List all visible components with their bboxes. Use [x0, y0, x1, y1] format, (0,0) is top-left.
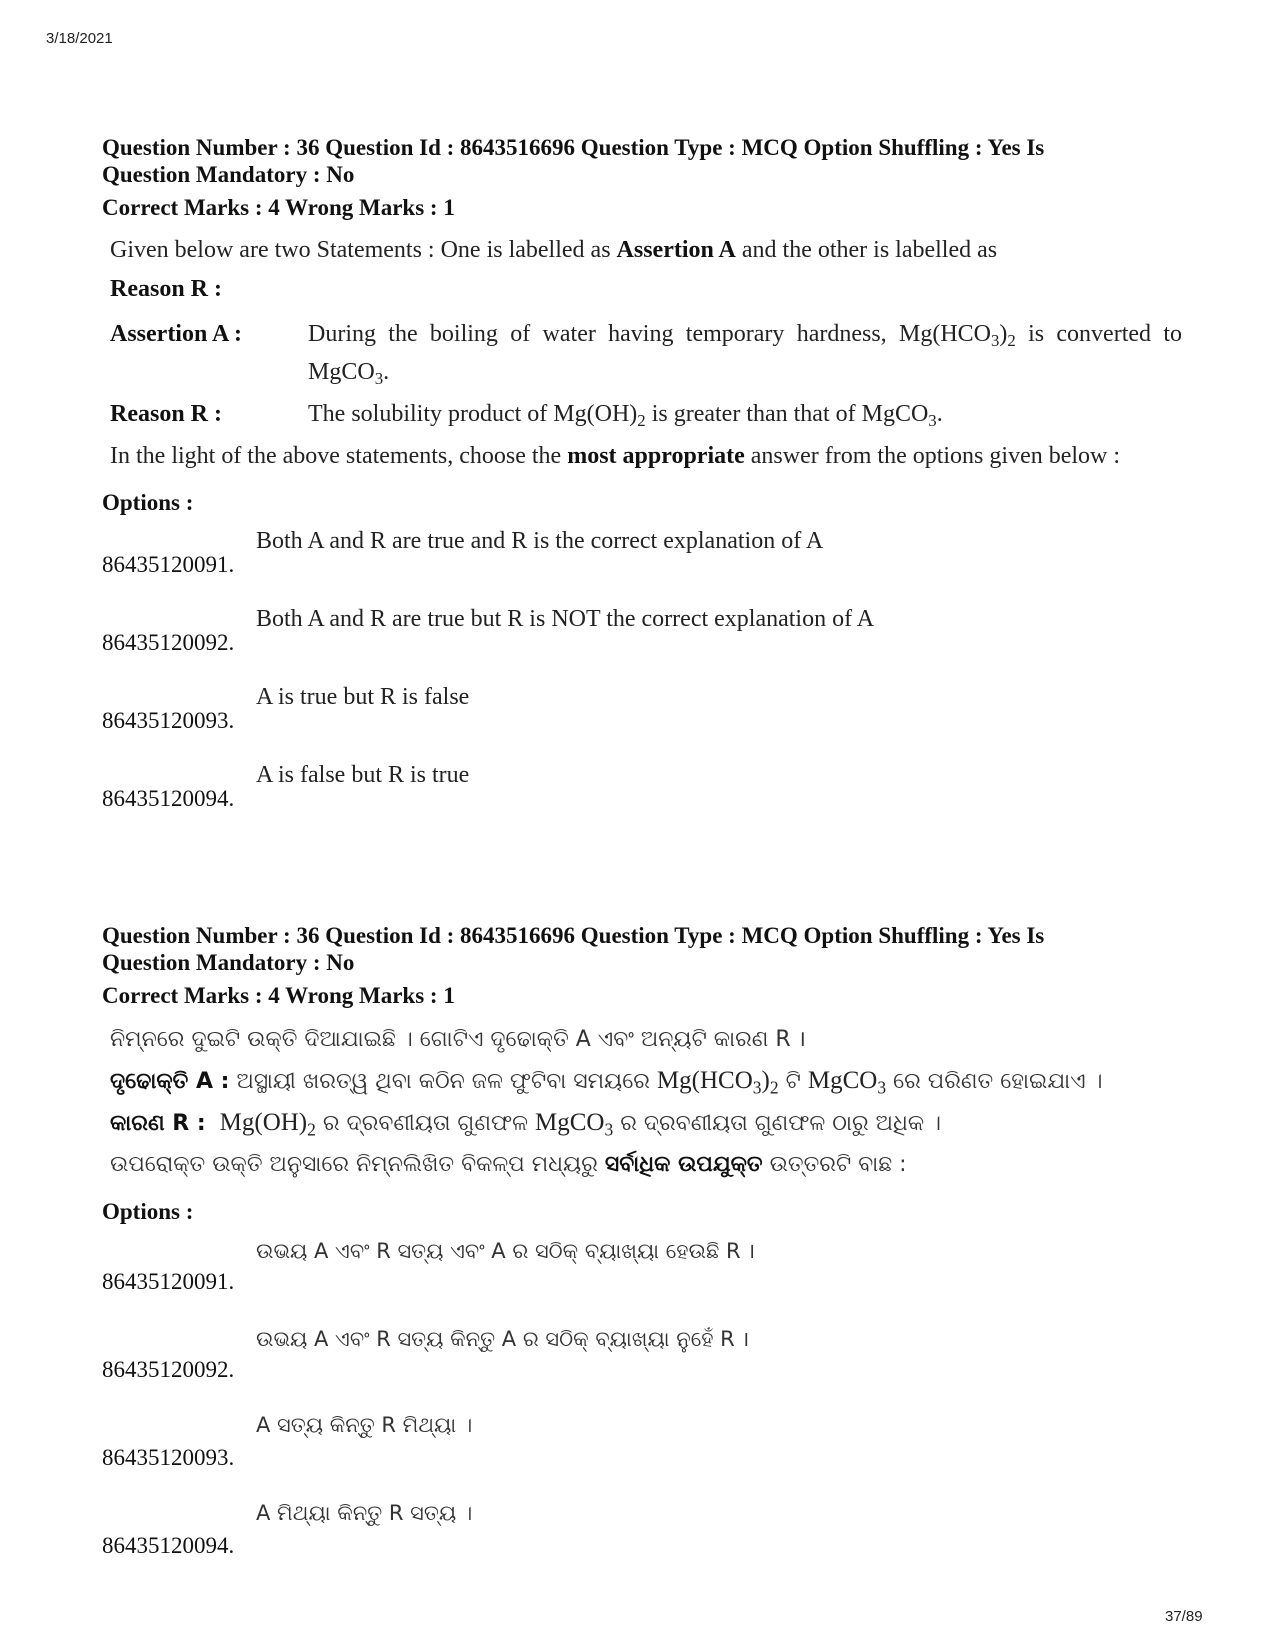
assertion-label: Assertion A : — [110, 321, 242, 347]
option-text: Both A and R are true but R is NOT the correct explanation of A — [256, 606, 875, 632]
assertion-text: During the boiling of water having temporary hardness, $Mg(HCO_3)_2$ is converted to MgCO$_3$. — [308, 321, 1182, 389]
option-text: ଉଭୟ A ଏବଂ R ସତ୍ୟ କିନ୍ତୁ A ର ସଠିକ୍ ବ୍ୟାଖ୍ୟା ନୁହେଁ R । — [256, 1327, 750, 1351]
question-block-odia — [102, 922, 1182, 1583]
option-item[interactable] — [102, 1495, 1182, 1583]
reason-statement — [110, 395, 1182, 433]
question-meta: Question Number : 36 Question Id : 8643516696 Question Type : MCQ Option Shuffling : Yes Is — [102, 923, 1045, 948]
option-item[interactable] — [102, 1407, 1182, 1495]
reason-text: The solubility product of $Mg(OH)_2$ is greater than that of MgCO$_3$. — [308, 401, 943, 431]
option-text: A ମିଥ୍ୟା କିନ୍ତୁ R ସତ୍ୟ । — [256, 1501, 473, 1525]
option-id: 86435120091. — [102, 552, 235, 577]
option-text: A is true but R is false — [256, 684, 470, 710]
option-id: 86435120094. — [102, 786, 235, 811]
option-id: 86435120093. — [102, 708, 235, 733]
question-mandatory: Question Mandatory : No — [102, 162, 355, 187]
question-body — [102, 1019, 1182, 1185]
option-item[interactable] — [102, 522, 1182, 600]
question-meta: Question Number : 36 Question Id : 8643516696 Question Type : MCQ Option Shuffling : Yes Is — [102, 135, 1045, 160]
options-heading: Options : — [102, 490, 194, 515]
question-mandatory: Question Mandatory : No — [102, 950, 355, 975]
option-text: A ସତ୍ୟ କିନ୍ତୁ R ମିଥ୍ୟା । — [256, 1413, 473, 1437]
question-instruction: ଉପରୋକ୍ତ ଉକ୍ତି ଅନୁସାରେ ନିମ୍ନଲିଖିତ ବିକଳ୍ପ ମଧ୍ୟରୁ ସର୍ବାଧିକ ଉପଯୁକ୍ତ ଉତ୍ତରଟି ବାଛ : — [110, 1152, 907, 1177]
options-heading: Options : — [102, 1199, 194, 1224]
option-item[interactable] — [102, 1319, 1182, 1407]
option-text: Both A and R are true and R is the correct explanation of A — [256, 528, 824, 554]
option-text: A is false but R is true — [256, 762, 470, 788]
question-marks: Correct Marks : 4 Wrong Marks : 1 — [102, 195, 455, 220]
option-id: 86435120092. — [102, 1357, 235, 1382]
option-id: 86435120092. — [102, 630, 235, 655]
question-block-english — [102, 134, 1182, 834]
option-id: 86435120091. — [102, 1269, 235, 1294]
page-number: 37/89 — [1165, 1608, 1203, 1625]
assertion-statement: ଦୃଢୋକ୍ତି A : ଅସ୍ଥାୟୀ ଖରତ୍ୱ ଥିବା କଠିନ ଜଳ ଫୁଟିବା ସମୟରେ $Mg(HCO_3)_2$ ଟି MgCO$_3$ ରେ ପରିଣତ ହୋଇଯାଏ । — [110, 1067, 1103, 1098]
option-item[interactable] — [102, 756, 1182, 834]
question-instruction: In the light of the above statements, choose the most appropriate answer from the options given below : — [110, 443, 1121, 469]
print-date: 3/18/2021 — [46, 30, 113, 47]
reason-statement: କାରଣ R : $Mg(OH)_2$ ର ଦ୍ରବଣୀୟତା ଗୁଣଫଳ MgCO$_3$ ର ଦ୍ରବଣୀୟତା ଗୁଣଫଳ ଠାରୁ ଅଧିକ । — [110, 1109, 942, 1140]
question-intro: ନିମ୍ନରେ ଦୁଇଟି ଉକ୍ତି ଦିଆଯାଇଛି । ଗୋଟିଏ ଦୃଢୋକ୍ତି A ଏବଂ ଅନ୍ୟଟି କାରଣ R । — [110, 1027, 807, 1052]
question-intro: Given below are two Statements : One is labelled as Assertion A and the other is labelled as Reason R : — [110, 237, 998, 302]
option-item[interactable] — [102, 600, 1182, 678]
option-item[interactable] — [102, 678, 1182, 756]
assertion-statement — [110, 315, 1182, 391]
option-text: ଉଭୟ A ଏବଂ R ସତ୍ୟ ଏବଂ A ର ସଠିକ୍ ବ୍ୟାଖ୍ୟା ହେଉଛି R । — [256, 1239, 756, 1263]
option-id: 86435120093. — [102, 1445, 235, 1470]
option-item[interactable] — [102, 1231, 1182, 1319]
question-marks: Correct Marks : 4 Wrong Marks : 1 — [102, 983, 455, 1008]
reason-label: Reason R : — [110, 401, 222, 427]
option-id: 86435120094. — [102, 1533, 235, 1558]
question-body — [102, 231, 1182, 476]
